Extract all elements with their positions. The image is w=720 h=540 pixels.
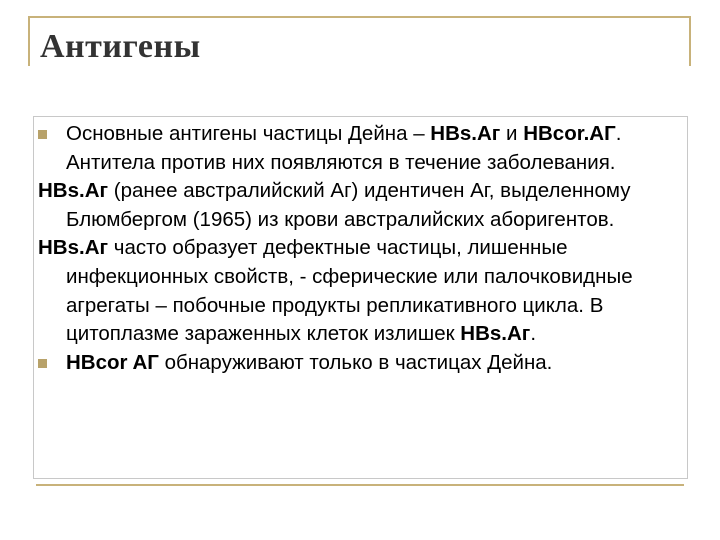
paragraph-3	[38, 234, 686, 348]
square-bullet-icon	[38, 359, 47, 368]
paragraph-2	[38, 177, 686, 234]
paragraph-1-term-2: HBcor.AГ	[523, 122, 616, 145]
paragraph-4-text-1: обнаруживают только в частицах Дейна.	[158, 350, 553, 374]
paragraph-2-text-1: (ранее австралийский Аг) идентичен Аг, выделенному Блюмбергом (1965) из крови австралийских аборигентов.	[66, 179, 631, 231]
paragraph-4-term-1: HBcor AГ	[66, 350, 159, 374]
paragraph-3-term-2: HBs.Aг	[460, 322, 531, 346]
title-frame-right-rule	[689, 16, 691, 66]
paragraph-3-text-1: часто образует дефектные частицы, лишенные инфекционных свойств, - сферические или палочковидные агрегаты – побочные продукты репликативного цикла. В цитоплазме зараженных клеток излишек	[66, 236, 633, 346]
slide-body	[38, 120, 686, 377]
paragraph-2-term-1: HBs.Aг	[38, 179, 109, 203]
paragraph-1-text-1: Основные антигены частицы Дейна –	[66, 122, 431, 145]
square-bullet-icon	[38, 130, 47, 139]
paragraph-3-term-1: HBs.Aг	[38, 236, 109, 260]
paragraph-1-text-3: . Антитела против них появляются в течение заболевания.	[66, 122, 622, 174]
title-frame-left-rule	[28, 16, 30, 66]
paragraph-1-term-1: HBs.Aг	[430, 122, 501, 145]
paragraph-1	[38, 120, 686, 177]
slide-title: Антигены	[40, 28, 201, 65]
paragraph-4	[38, 349, 686, 378]
bottom-rule	[36, 484, 684, 486]
title-frame-top-rule	[28, 16, 691, 18]
paragraph-1-text-2: и	[500, 122, 524, 145]
paragraph-3-text-2: .	[530, 322, 537, 346]
